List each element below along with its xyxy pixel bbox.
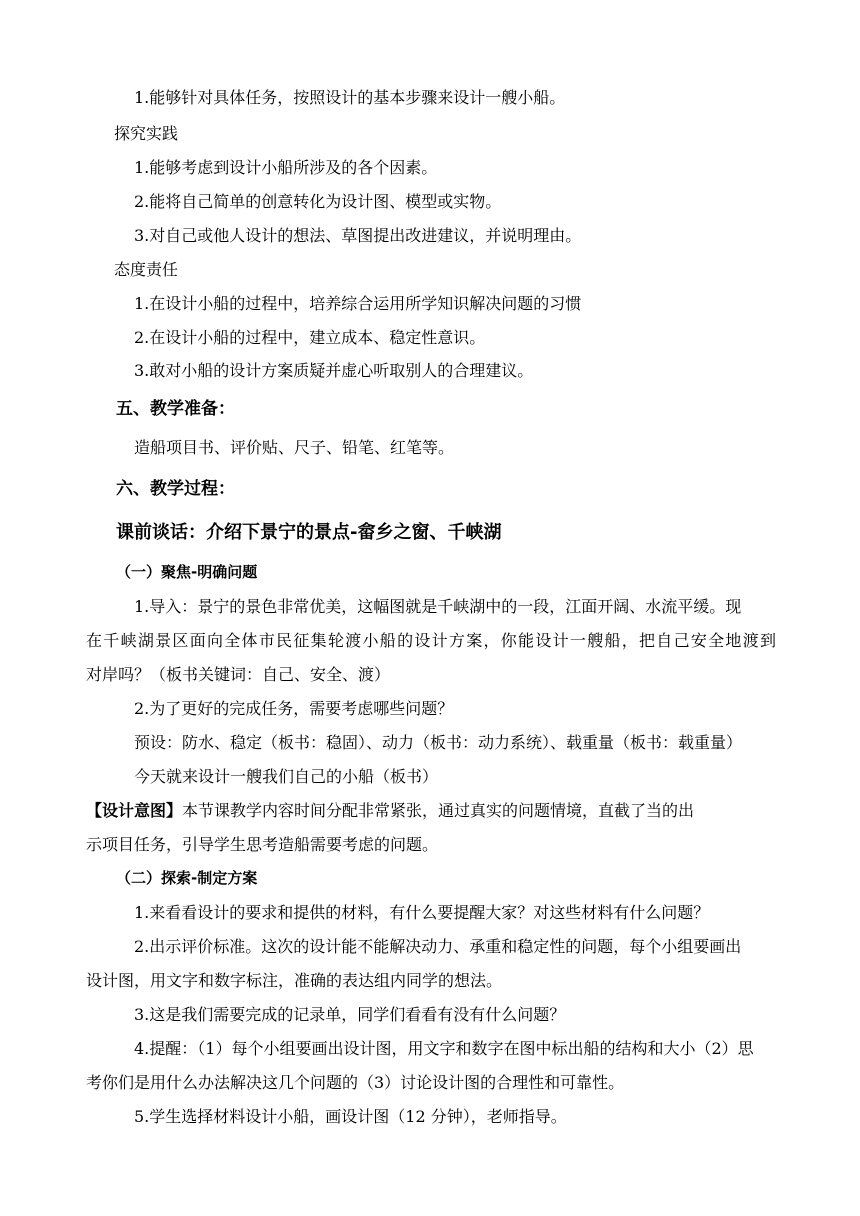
section-label-inquiry: 探究实践 <box>114 124 179 143</box>
section-label-attitude: 态度责任 <box>114 260 179 279</box>
paragraph-line: 3.这是我们需要完成的记录单，同学们看看有没有什么问题？ <box>134 1005 566 1024</box>
paragraph-line: 5.学生选择材料设计小船，画设计图（12 分钟），老师指导。 <box>134 1107 567 1126</box>
objective-line: 3.敢对小船的设计方案质疑并虚心听取别人的合理建议。 <box>134 361 534 380</box>
paragraph-line: 设计图，用文字和数字标注，准确的表达组内同学的想法。 <box>86 971 503 990</box>
design-intent-text: 本节课教学内容时间分配非常紧张，通过真实的问题情境，直截了当的出 <box>182 801 695 820</box>
objective-line: 1.能够考虑到设计小船所涉及的各个因素。 <box>134 158 438 177</box>
paragraph-line: 1.来看看设计的要求和提供的材料，有什么要提醒大家？对这些材料有什么问题？ <box>134 903 710 922</box>
heading-pre-class-talk: 课前谈话：介绍下景宁的景点-畲乡之窗、千峡湖 <box>116 522 502 543</box>
paragraph-line: 2.为了更好的完成任务，需要考虑哪些问题？ <box>134 699 454 718</box>
heading-explore: （二）探索-制定方案 <box>116 869 258 887</box>
design-intent-line <box>86 801 694 821</box>
design-intent-label: 【设计意图】 <box>86 801 183 820</box>
objective-line: 3.对自己或他人设计的想法、草图提出改进建议，并说明理由。 <box>134 226 582 245</box>
heading-focus: （一）聚焦-明确问题 <box>116 563 258 581</box>
paragraph-line: 2.出示评价标准。这次的设计能不能解决动力、承重和稳定性的问题，每个小组要画出 <box>134 937 742 956</box>
paragraph-line: 预设：防水、稳定（板书：稳固）、动力（板书：动力系统）、载重量（板书：载重量） <box>134 733 743 752</box>
objective-line: 2.能将自己简单的创意转化为设计图、模型或实物。 <box>134 192 502 211</box>
objective-line: 1.在设计小船的过程中，培养综合运用所学知识解决问题的习惯 <box>134 294 582 313</box>
heading-teaching-prep: 五、教学准备： <box>116 399 235 419</box>
objective-line: 1.能够针对具体任务，按照设计的基本步骤来设计一艘小船。 <box>134 88 566 107</box>
paragraph-line: 4.提醒：（1）每个小组要画出设计图，用文字和数字在图中标出船的结构和大小（2）思 <box>134 1039 754 1058</box>
paragraph-line: 对岸吗？（板书关键词：自己、安全、渡） <box>86 665 391 684</box>
paragraph-line: 考你们是用什么办法解决这几个问题的（3）讨论设计图的合理性和可靠性。 <box>86 1073 625 1092</box>
heading-teaching-process: 六、教学过程： <box>116 479 235 499</box>
prep-materials: 造船项目书、评价贴、尺子、铅笔、红笔等。 <box>134 438 455 457</box>
paragraph-line: 在千峡湖景区面向全体市民征集轮渡小船的设计方案，你能设计一艘船，把自己安全地渡到 <box>86 631 776 650</box>
paragraph-line: 1.导入：景宁的景色非常优美，这幅图就是千峡湖中的一段，江面开阔、水流平缓。现 <box>134 597 742 616</box>
paragraph-line: 今天就来设计一艘我们自己的小船（板书） <box>134 767 439 786</box>
objective-line: 2.在设计小船的过程中，建立成本、稳定性意识。 <box>134 328 486 347</box>
paragraph-line: 示项目任务，引导学生思考造船需要考虑的问题。 <box>86 835 439 854</box>
